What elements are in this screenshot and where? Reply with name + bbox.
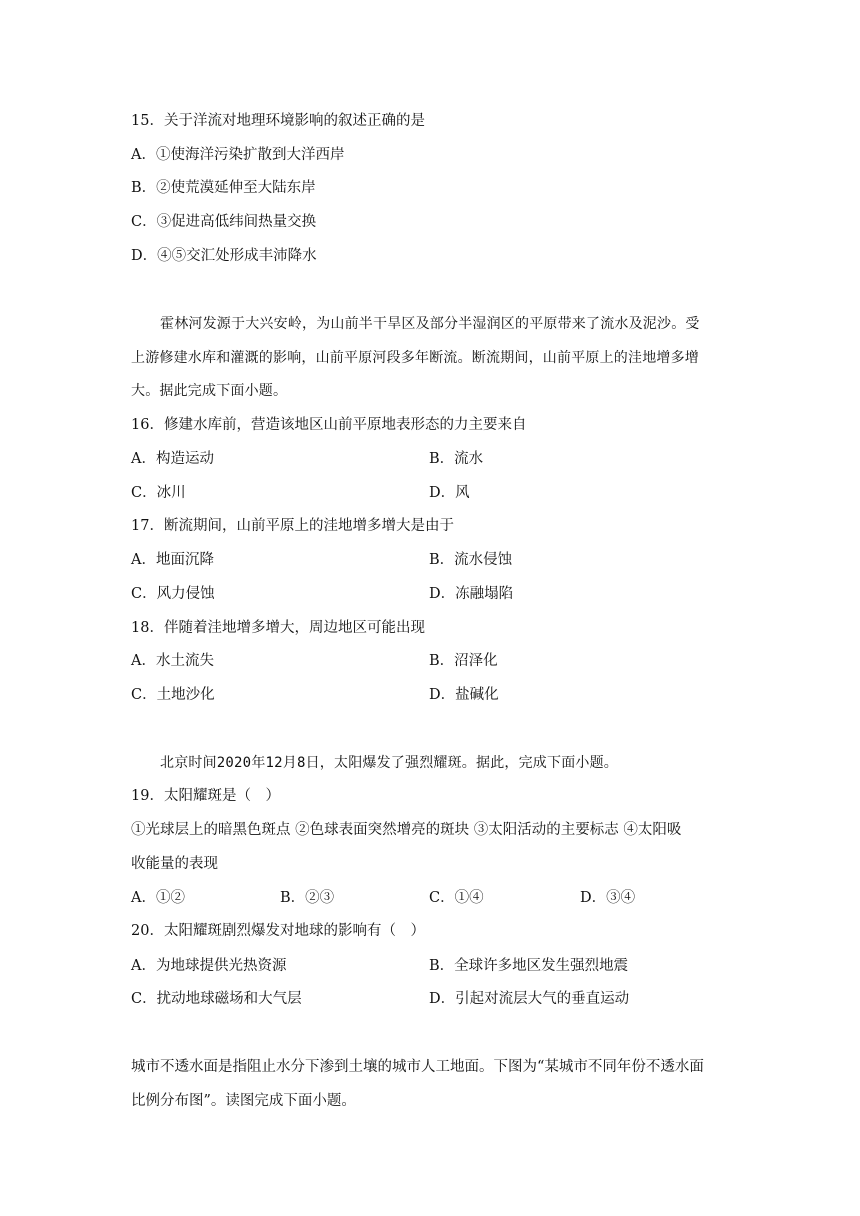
passage3-line2: 比例分布图”。读图完成下面小题。 xyxy=(131,1093,356,1109)
q16-option-b: B．流水 xyxy=(429,451,484,467)
q20-option-d: D．引起对流层大气的垂直运动 xyxy=(429,991,630,1007)
q19-option-d: D．③④ xyxy=(580,890,636,906)
passage1-line3: 大。据此完成下面小题。 xyxy=(131,383,288,399)
q18-option-c: C．土地沙化 xyxy=(131,687,215,703)
q17-option-b: B．流水侵蚀 xyxy=(429,552,513,568)
q19-option-a: A．①② xyxy=(131,890,185,906)
q16-option-a: A．构造运动 xyxy=(131,451,214,467)
q15-option-b: B．②使荒漠延伸至大陆东岸 xyxy=(131,180,316,196)
q20-option-b: B．全球许多地区发生强烈地震 xyxy=(429,958,629,974)
q19-statements-line1: ①光球层上的暗黑色斑点 ②色球表面突然增亮的斑块 ③太阳活动的主要标志 ④太阳吸 xyxy=(131,822,682,838)
q18-stem: 18．伴随着洼地增多增大，周边地区可能出现 xyxy=(131,620,425,636)
passage1-line2: 上游修建水库和灌溉的影响，山前平原河段多年断流。断流期间，山前平原上的洼地增多增 xyxy=(131,350,699,366)
q15-option-c: C．③促进高低纬间热量交换 xyxy=(131,214,317,230)
passage3-line1: 城市不透水面是指阻止水分下渗到土壤的城市人工地面。下图为“某城市不同年份不透水面 xyxy=(131,1059,704,1075)
q17-stem: 17．断流期间，山前平原上的洼地增多增大是由于 xyxy=(131,518,454,534)
q15-option-a: A．①使海洋污染扩散到大洋西岸 xyxy=(131,147,345,163)
q18-option-d: D．盐碱化 xyxy=(429,687,499,703)
q19-option-c: C．①④ xyxy=(429,890,484,906)
q18-option-a: A．水土流失 xyxy=(131,653,214,669)
q17-option-c: C．风力侵蚀 xyxy=(131,586,215,602)
q18-option-b: B．沼泽化 xyxy=(429,653,498,669)
q16-stem: 16．修建水库前，营造该地区山前平原地表形态的力主要来自 xyxy=(131,417,527,433)
q17-option-d: D．冻融塌陷 xyxy=(429,586,514,602)
passage2-line1: 北京时间2020年12月8日，太阳爆发了强烈耀斑。据此，完成下面小题。 xyxy=(160,755,618,771)
q20-option-c: C．扰动地球磁场和大气层 xyxy=(131,991,302,1007)
q15-stem: 15．关于洋流对地理环境影响的叙述正确的是 xyxy=(131,113,425,129)
q20-stem: 20．太阳耀斑剧烈爆发对地球的影响有（ ） xyxy=(131,923,425,939)
q19-stem: 19．太阳耀斑是（ ） xyxy=(131,788,280,804)
q19-statements-line2: 收能量的表现 xyxy=(131,856,218,872)
q15-option-d: D．④⑤交汇处形成丰沛降水 xyxy=(131,248,317,264)
q16-option-c: C．冰川 xyxy=(131,485,186,501)
q16-option-d: D．风 xyxy=(429,485,470,501)
q19-option-b: B．②③ xyxy=(280,890,335,906)
passage1-line1: 霍林河发源于大兴安岭，为山前半干旱区及部分半湿润区的平原带来了流水及泥沙。受 xyxy=(160,316,700,332)
q20-option-a: A．为地球提供光热资源 xyxy=(131,958,287,974)
q17-option-a: A．地面沉降 xyxy=(131,552,214,568)
